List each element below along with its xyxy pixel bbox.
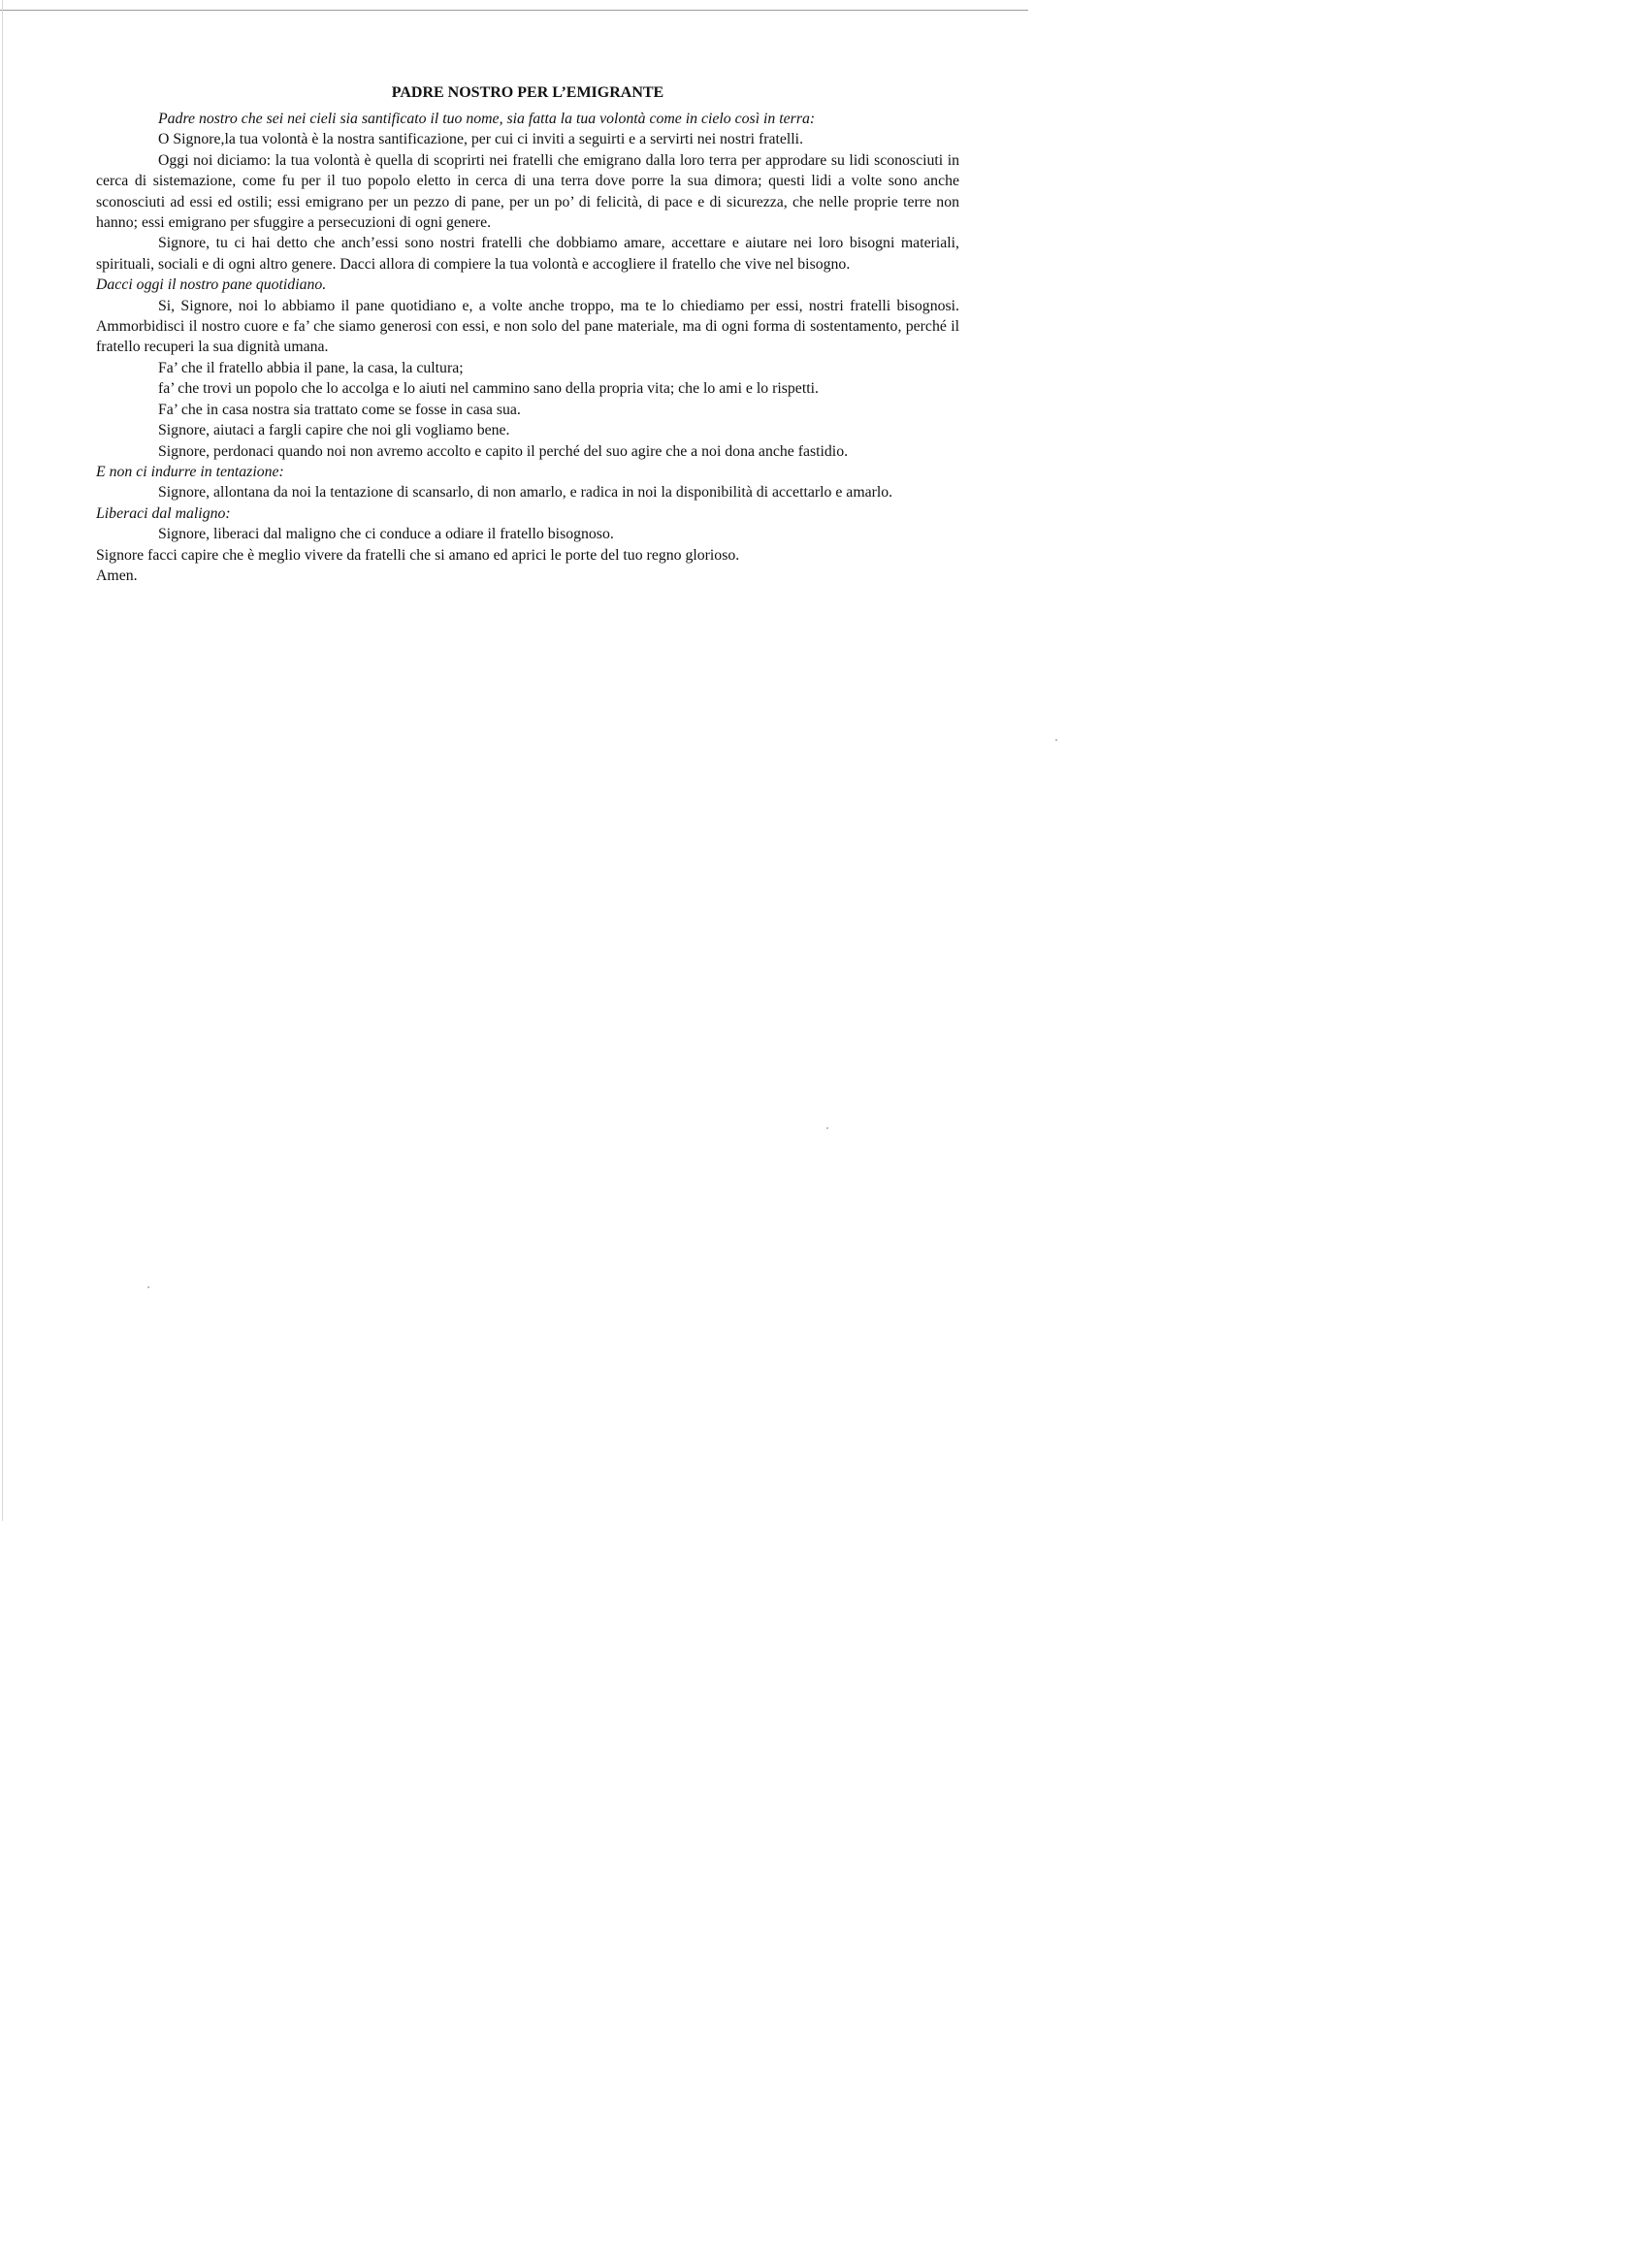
scan-speck [147, 1286, 149, 1288]
section-heading: Dacci oggi il nostro pane quotidiano. [96, 276, 327, 294]
scan-border-left [2, 0, 3, 1521]
section-heading: Liberaci dal maligno: [96, 504, 231, 522]
document-page [96, 83, 959, 586]
scan-speck [1055, 739, 1057, 741]
invocation-line: Padre nostro che sei nei cieli sia santificato il tuo nome, sia fatta la tua volontà come in cielo così in terra: [158, 111, 816, 127]
closing-line: Signore facci capire che è meglio vivere da fratelli che si amano ed aprici le porte del tuo regno glorioso. [96, 546, 740, 564]
paragraph: Signore, allontana da noi la tentazione di scansarlo, di non amarlo, e radica in noi la disponibilità di accettarlo e amarlo. [158, 484, 893, 502]
amen-line: Amen. [96, 567, 138, 584]
paragraph: Oggi noi diciamo: la tua volontà è quella di scoprirti nei fratelli che emigrano dalla loro terra per approdare su lidi sconosciuti in cerca di sistemazione, come fu per il tuo popolo eletto in cerca di una terra dove porre la sua dimora; questi lidi a volte sono anche sconosciuti ad essi ed ostili; essi emigrano per un pezzo di pane, per un po’ di felicità, di pace e di sicurezza, che nelle proprie terre non hanno; essi emigrano per sfuggire a persecuzioni di ogni genere. [96, 151, 959, 232]
paragraph: Fa’ che in casa nostra sia trattato come se fosse in casa sua. [158, 401, 521, 418]
document-title: PADRE NOSTRO PER L’EMIGRANTE [391, 84, 664, 101]
paragraph: Signore, aiutaci a fargli capire che noi gli vogliamo bene. [158, 422, 510, 439]
scan-speck [826, 1127, 828, 1129]
paragraph: Si, Signore, noi lo abbiamo il pane quotidiano e, a volte anche troppo, ma te lo chiediamo per essi, nostri fratelli bisognosi. Ammorbidisci il nostro cuore e fa’ che siamo generosi con essi, e non solo del pane materiale, ma di ogni forma di sostentamento, perché il fratello recuperi la sua dignità umana. [96, 297, 959, 356]
paragraph: Fa’ che il fratello abbia il pane, la casa, la cultura; [158, 359, 464, 376]
paragraph: Signore, perdonaci quando noi non avremo accolto e capito il perché del suo agire che a noi dona anche fastidio. [158, 442, 849, 460]
paragraph: Signore, tu ci hai detto che anch’essi sono nostri fratelli che dobbiamo amare, accettare e aiutare nei loro bisogni materiali, spirituali, sociali e di ogni altro genere. Dacci allora di compiere la tua volontà e accogliere il fratello che vive nel bisogno. [96, 235, 959, 273]
paragraph: Signore, liberaci dal maligno che ci conduce a odiare il fratello bisognoso. [158, 526, 614, 543]
section-heading: E non ci indurre in tentazione: [96, 463, 284, 480]
scan-border-top [0, 10, 1028, 11]
paragraph: fa’ che trovi un popolo che lo accolga e lo aiuti nel cammino sano della propria vita; che lo ami e lo rispetti. [158, 380, 819, 398]
prayer-body [96, 109, 959, 586]
paragraph: O Signore,la tua volontà è la nostra santificazione, per cui ci inviti a seguirti e a servirti nei nostri fratelli. [158, 131, 804, 148]
